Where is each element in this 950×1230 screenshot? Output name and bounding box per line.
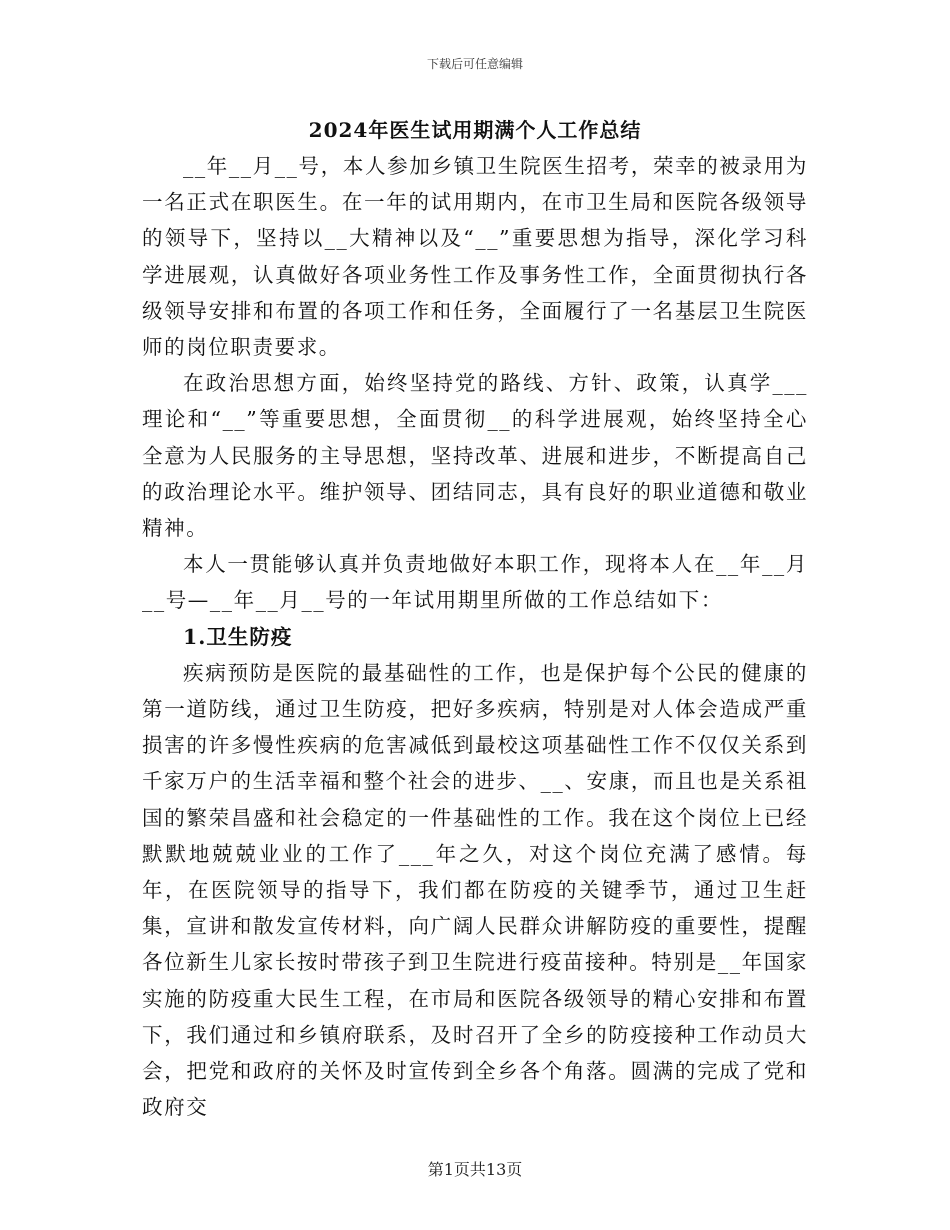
paragraph-epidemic-prevention: 疾病预防是医院的最基础性的工作，也是保护每个公民的健康的第一道防线，通过卫生防疫，把好多疾病，特别是对人体会造成严重损害的许多慢性疾病的危害减低到最校这项基础性工作不仅仅关系到千家万户的生活幸福和整个社会的进步、__、安康，而且也是关系祖国的繁荣昌盛和社会稳定的一件基础性的工作。我在这个岗位上已经默默地兢兢业业的工作了___年之久，对这个岗位充满了感情。每年，在医院领导的指导下，我们都在防疫的关键季节，通过卫生赶集，宣讲和散发宣传材料，向广阔人民群众讲解防疫的重要性，提醒各位新生儿家长按时带孩子到卫生院进行疫苗接种。特别是__年国家实施的防疫重大民生工程，在市局和医院各级领导的精心安排和布置下，我们通过和乡镇府联系，及时召开了全乡的防疫接种工作动员大会，把党和政府的关怀及时宣传到全乡各个角落。圆满的完成了党和政府交 (142, 660, 808, 1120)
paragraph-political: 在政治思想方面，始终坚持党的路线、方针、政策，认真学___理论和“__”等重要思想，全面贯彻__的科学进展观，始终坚持全心全意为人民服务的主导思想，坚持改革、进展和进步，不断提高自己的政治理论水平。维护领导、团结同志，具有良好的职业道德和敬业精神。 (142, 371, 808, 541)
document-title: 2024年医生试用期满个人工作总结 (308, 118, 642, 142)
section-heading: 1.卫生防疫 (183, 624, 293, 649)
paragraph-intro: __年__月__号，本人参加乡镇卫生院医生招考，荣幸的被录用为一名正式在职医生。在一年的试用期内，在市卫生局和医院各级领导的领导下，坚持以__大精神以及“__”重要思想为指导，深化学习科学进展观，认真做好各项业务性工作及事务性工作，全面贯彻执行各级领导安排和布置的各项工作和任务，全面履行了一名基层卫生院医师的岗位职责要求。 (142, 154, 808, 360)
page-number: 第1页共13页 (427, 1160, 523, 1179)
header-note: 下载后可任意编辑 (426, 57, 523, 71)
document-body (142, 148, 808, 1125)
paragraph-summary-intro: 本人一贯能够认真并负责地做好本职工作，现将本人在__年__月__号—__年__月__号的一年试用期里所做的工作总结如下： (142, 552, 808, 613)
